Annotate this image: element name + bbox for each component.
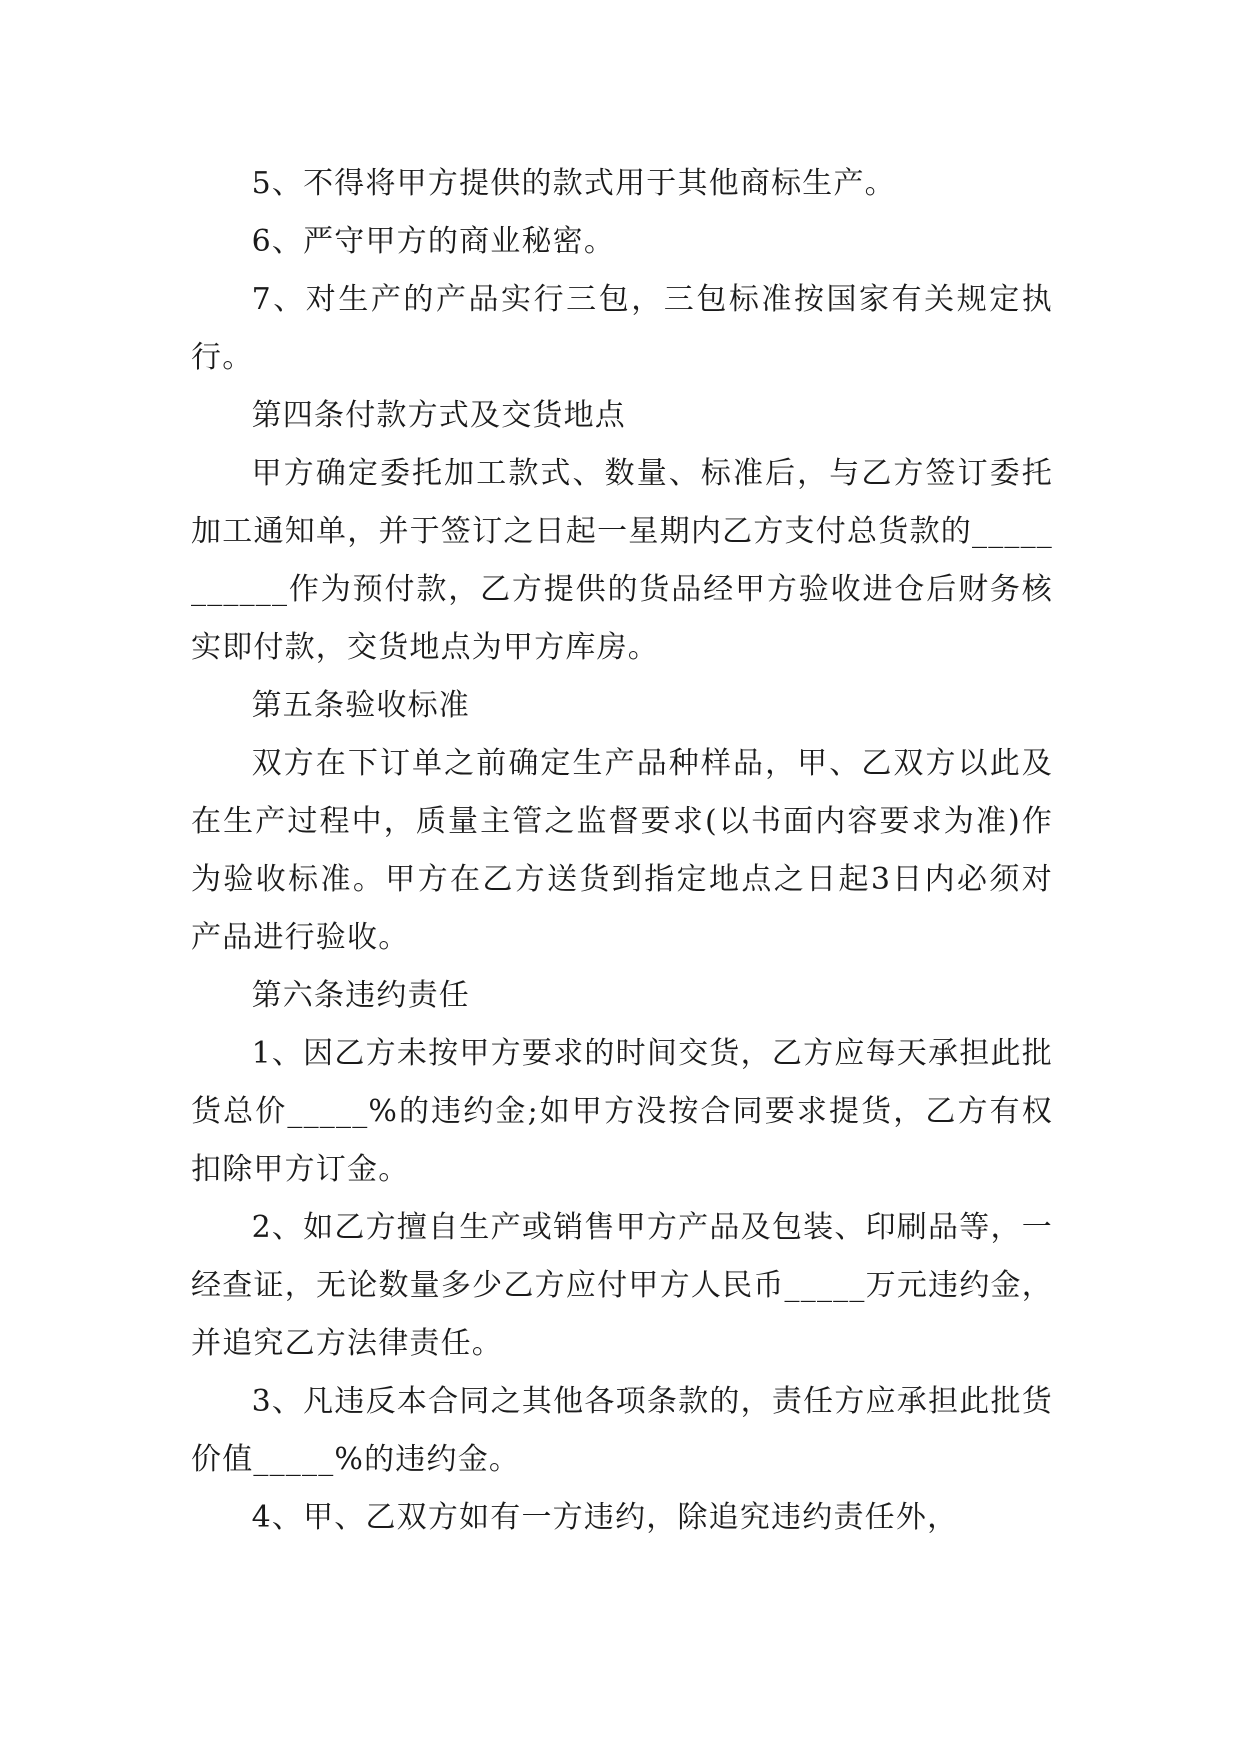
paragraph-liability-1: 1、因乙方未按甲方要求的时间交货，乙方应每天承担此批货总价_____%的违约金;如甲方没按合同要求提货，乙方有权扣除甲方订金。 xyxy=(191,1036,1053,1187)
section-heading-liability: 第六条违约责任 xyxy=(251,978,470,1013)
section-heading-acceptance: 第五条验收标准 xyxy=(251,688,470,723)
paragraph-item-5: 5、不得将甲方提供的款式用于其他商标生产。 xyxy=(251,166,896,201)
paragraph-payment-terms: 甲方确定委托加工款式、数量、标准后，与乙方签订委托加工通知单，并于签订之日起一星期内乙方支付总货款的___________作为预付款，乙方提供的货品经甲方验收进仓后财务核实即付款，交货地点为甲方库房。 xyxy=(191,456,1053,665)
paragraph-liability-2: 2、如乙方擅自生产或销售甲方产品及包装、印刷品等，一经查证，无论数量多少乙方应付甲方人民币_____万元违约金，并追究乙方法律责任。 xyxy=(191,1210,1053,1361)
paragraph-liability-4: 4、甲、乙双方如有一方违约，除追究违约责任外， xyxy=(251,1500,959,1535)
section-heading-payment: 第四条付款方式及交货地点 xyxy=(251,398,626,433)
paragraph-liability-3: 3、凡违反本合同之其他各项条款的，责任方应承担此批货价值_____%的违约金。 xyxy=(191,1384,1053,1477)
paragraph-acceptance-terms: 双方在下订单之前确定生产品种样品，甲、乙双方以此及在生产过程中，质量主管之监督要求(以书面内容要求为准)作为验收标准。甲方在乙方送货到指定地点之日起3日内必须对产品进行验收。 xyxy=(191,746,1053,955)
paragraph-item-7: 7、对生产的产品实行三包，三包标准按国家有关规定执行。 xyxy=(191,282,1053,375)
paragraph-item-6: 6、严守甲方的商业秘密。 xyxy=(251,224,616,259)
document-page xyxy=(191,155,1053,1547)
